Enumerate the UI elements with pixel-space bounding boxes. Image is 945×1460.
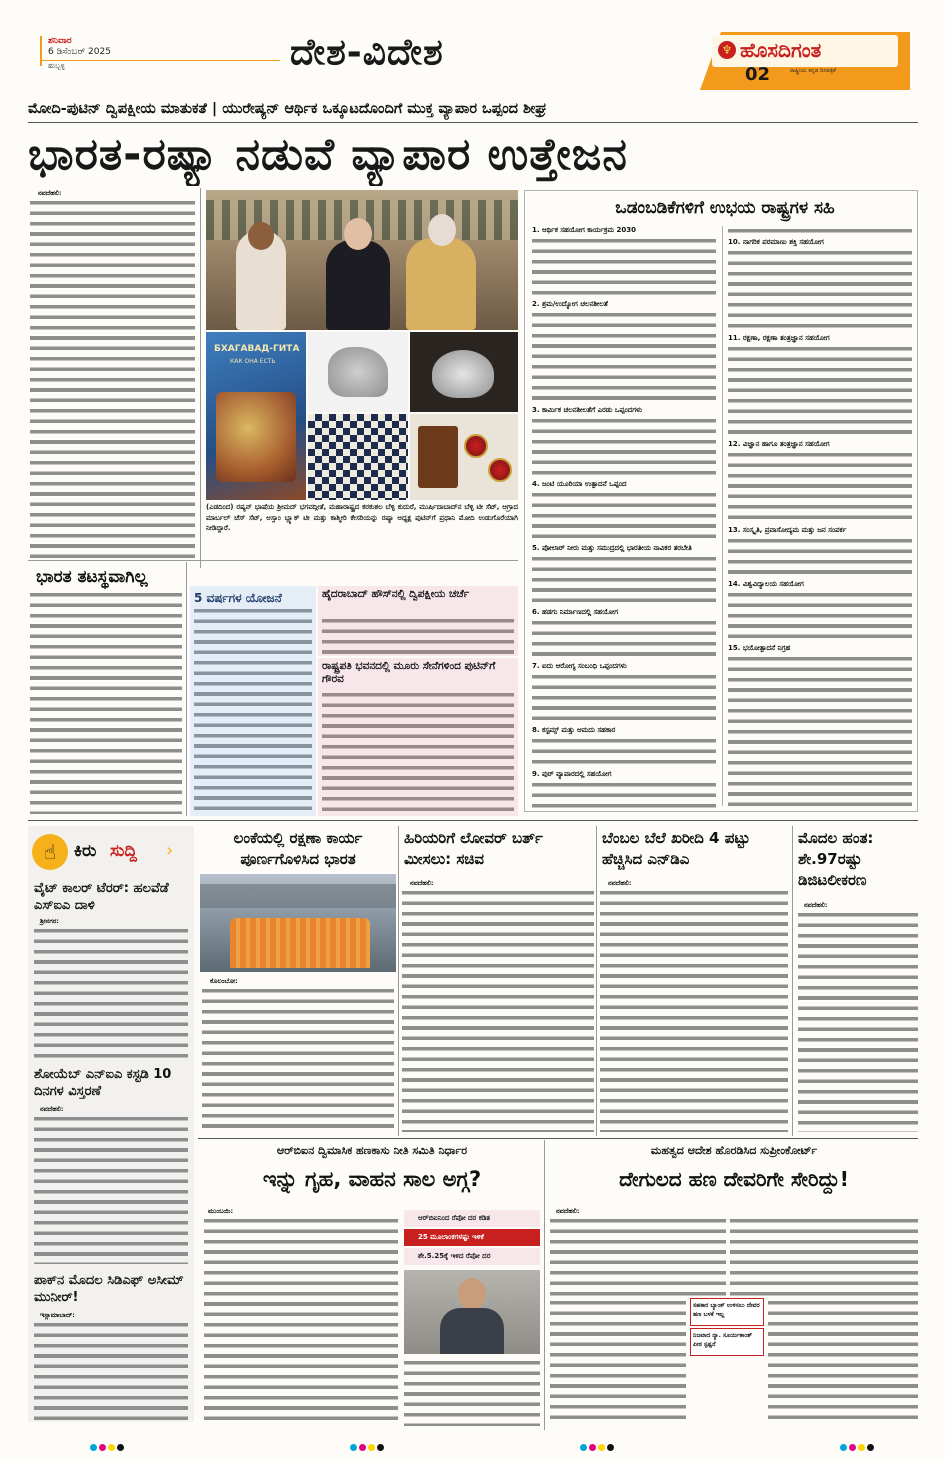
msp-title: ಬೆಂಬಲ ಬೆಲೆ ಖರೀದಿ 4 ಪಟ್ಟು ಹೆಚ್ಚಿಸಿದ ಎನ್‌ಡಿಎ [602, 829, 750, 868]
rashtrapati-body [322, 690, 514, 812]
brand-name: ಹೊಸದಿಗಂತ [740, 38, 822, 62]
chariot-art [216, 392, 296, 482]
lanka-title: ಲಂಕೆಯಲ್ಲಿ ರಕ್ಷಣಾ ಕಾರ್ಯ ಪೂರ್ಣಗೊಳಿಸಿದ ಭಾರತ [233, 829, 363, 868]
rbi-body-right [404, 1358, 540, 1426]
brand-tagline: ರಾಷ್ಟ್ರೀಯ ಕನ್ನಡ ದಿನಪತ್ರಿಕೆ [790, 68, 836, 74]
sc-body-1 [550, 1216, 726, 1296]
agreement-text [532, 736, 716, 768]
leader-face-1 [248, 222, 274, 250]
kicker-rule [28, 122, 918, 123]
five-year-body [194, 606, 312, 812]
rbi-headline: ಇನ್ನು ಗೃಹ, ವಾಹನ ಸಾಲ ಅಗ್ಗ? [262, 1167, 482, 1191]
agreement-text [532, 618, 716, 660]
agreement-text [532, 310, 716, 404]
hand-icon: ☝ [32, 834, 68, 870]
tea-box [418, 426, 458, 488]
digital-dateline: ನವದೆಹಲಿ: [804, 901, 828, 909]
kirusuddi-label-a: ಕಿರು [74, 841, 97, 861]
hyderabad-body [322, 616, 514, 654]
book-title: БХАГАВАД-ГИТА [214, 344, 300, 354]
agreement-text [532, 780, 716, 808]
rashtrapati-title: ರಾಷ್ಟ್ರಪತಿ ಭವನದಲ್ಲಿ ಮೂರು ಸೇನೆಗಳಿಂದ ಪುಟಿನ್‌ಗೆ ಗೌರವ [322, 660, 496, 685]
agreement-item: 9. ಪುರ್ ವ್ಯಾಪಾರದಲ್ಲಿ ಸಹಯೋಗ [532, 770, 612, 778]
five-year-title: 5 ವರ್ಷಗಳ ಯೋಜನೆ [194, 591, 282, 605]
lanka-photo [200, 874, 396, 972]
agreement-text [532, 490, 716, 542]
kirusuddi-dateline-2: ನವದೆಹಲಿ: [40, 1105, 64, 1113]
sc-body-4 [768, 1298, 918, 1426]
gift-chess-set [308, 414, 408, 500]
book-subtitle: КАК ОНА ЕСТЬ [230, 358, 276, 365]
governor-face [458, 1278, 486, 1310]
neutral-title: ಭಾರತ ತಟಸ್ಥವಾಗಿಲ್ಲ [36, 567, 148, 587]
kirusuddi-title-1: ವೈಟ್ ಕಾಲರ್ ಟೆರರ್: ಹಲವೆಡೆ ಎಸ್‌ಐಎ ದಾಳಿ [34, 881, 169, 913]
sc-kicker: ಮಹತ್ವದ ಆದೇಶ ಹೊರಡಿಸಿದ ಸುಪ್ರೀಂಕೋರ್ಟ್ [650, 1144, 818, 1157]
agreement-item: 11. ರಕ್ಷಣಾ, ರಕ್ಷಣಾ ತಂತ್ರಜ್ಞಾನ ಸಹಯೋಗ [728, 334, 830, 342]
lamp-icon: ♆ [718, 41, 736, 59]
chevron-right-icon: › [166, 840, 174, 861]
registration-marks [580, 1436, 616, 1455]
brand-logo-box [712, 35, 898, 67]
agreement-item: 8. ಕಸ್ಟಮ್ಸ್ ಮತ್ತು ಆಮದು ಸಹಕಾರ [532, 726, 616, 734]
agreement-text [532, 554, 716, 606]
lead-kicker: ಮೋದಿ-ಪುಟಿನ್ ದ್ವಿಪಕ್ಷೀಯ ಮಾತುಕತೆ | ಯುರೇಷ್ಯನ್ ಆರ್ಥಿಕ ಒಕ್ಕೂಟದೊಂದಿಗೆ ಮುಕ್ತ ವ್ಯಾಪಾರ ಒಪ್ಪಂದ ಶೀಘ್ರ [28, 101, 547, 117]
agreement-item: 14. ವಿಶ್ವವಿದ್ಯಾಲಯ ಸಹಯೋಗ [728, 580, 804, 588]
digital-body [798, 910, 918, 1132]
agreement-item: 2. ಶ್ರಮ/ಉದ್ಯೋಗ ಚಲನಶೀಲತೆ [532, 300, 608, 308]
rule-1 [200, 188, 201, 568]
agreements-title: ಒಡಂಬಡಿಕೆಗಳಿಗೆ ಉಭಯ ರಾಷ್ಟ್ರಗಳ ಸಹಿ [615, 198, 835, 218]
gift-tea-set [410, 332, 518, 412]
rbi-bullets [404, 1210, 540, 1266]
gift-book [206, 332, 306, 500]
header-day: ಶನಿವಾರ [48, 36, 72, 46]
sc-bullet: ನಿಜವಾದ ನ್ಯಾ. ಸೂರ್ಯಕಾಂತ್ ಪೀಠ ಸ್ಪಷ್ಟನೆ [690, 1328, 764, 1356]
rule-r3-1 [544, 1140, 545, 1430]
leader-face-3 [428, 214, 456, 246]
kirusuddi-title-3: ಪಾಕ್‌ನ ಮೊದಲ ಸಿಡಿಎಫ್ ಅಸೀಮ್ ಮುನೀರ್! [34, 1273, 184, 1305]
lead-body-col [30, 198, 195, 562]
date-block [40, 36, 280, 66]
registration-marks [90, 1436, 126, 1455]
lead-headline: ಭಾರತ-ರಷ್ಯಾ ನಡುವೆ ವ್ಯಾಪಾರ ಉತ್ತೇಜನ [28, 129, 628, 180]
leader-figure-3 [406, 238, 476, 330]
kirusuddi-header [32, 830, 182, 874]
hyderabad-title: ಹೈದರಾಬಾದ್ ಹೌಸ್‌ನಲ್ಲಿ ದ್ವಿಪಕ್ಷೀಯ ಚರ್ಚೆ [322, 588, 470, 600]
gift-tea-saffron [410, 414, 518, 500]
leader-face-2 [344, 218, 372, 250]
agreement-item: 10. ನಾಗರಿಕ ಪರಮಾಣು ಶಕ್ತಿ ಸಹಯೋಗ [728, 238, 824, 246]
kirusuddi-body-1 [34, 926, 188, 1060]
kirusuddi-body-2 [34, 1114, 188, 1264]
agreement-item: 15. ಭಯೋತ್ಪಾದನೆ ನಿಗ್ರಹ [728, 644, 791, 652]
agreement-text [728, 654, 912, 806]
sc-bullets [690, 1298, 764, 1358]
sc-body-2 [550, 1298, 686, 1426]
rbi-bullet: 25 ಮೂಲಾಂಕಗಳಷ್ಟು ಇಳಿಕೆ [404, 1229, 540, 1246]
leader-figure-2 [326, 240, 390, 330]
kirusuddi-label-b: ಸುದ್ದಿ [110, 841, 137, 861]
agreement-item: 7. ಐದು ಆರೋಗ್ಯ ಸಂಬಂಧಿ ಒಪ್ಪಂದಗಳು [532, 662, 627, 670]
rbi-bullet: ಆರ್‌ಬಿಐನಿಂದ ರೆಪೋ ದರ ಕಡಿತ [404, 1210, 540, 1227]
rbi-governor-photo [404, 1270, 540, 1354]
agreement-item: 4. ಜಂಟಿ ಯೂರಿಯಾ ಉತ್ಪಾದನೆ ಒಪ್ಪಂದ [532, 480, 627, 488]
agreement-item: 12. ವಿಜ್ಞಾನ ಹಾಗೂ ತಂತ್ರಜ್ಞಾನ ಸಹಯೋಗ [728, 440, 830, 448]
berth-dateline: ನವದೆಹಲಿ: [410, 879, 434, 887]
kirusuddi-title-2: ಶೋಯೆಬ್ ಎನ್‌ಐಎ ಕಸ್ಟಡಿ 10 ದಿನಗಳ ವಿಸ್ತರಣೆ [34, 1067, 172, 1099]
photo-caption: (ಎಡದಿಂದ) ರಷ್ಯನ್ ಭಾಷೆಯ ಶ್ರೀಮದ್ ಭಗವದ್ಗೀತೆ, ಮಹಾರಾಷ್ಟ್ರದ ಕರಕುಶಲ ಬೆಳ್ಳಿ ಕುದುರೆ, ಮುರ್ಷಿದಾಬಾದ್‌ನ ಬೆಳ್ಳಿ ಟೀ ಸೆಟ್, ಆಗ್ರಾದ ಮಾರ್ಬಲ್ ಚೆಸ್ ಸೆಟ್, ಅಸ್ಸಾಂ ಬ್ಲ್ಯಾಕ್ ಟೀ ಮತ್ತು ಕಾಶ್ಮೀರಿ ಕೇಸರಿಯನ್ನು ರಷ್ಯಾ ಅಧ್ಯಕ್ಷ ಪುಟಿನ್‌ಗೆ ಪ್ರಧಾನಿ ಮೋದಿ ಉಡುಗೊರೆಯಾಗಿ ನೀಡಿದ್ದಾರೆ. [206, 503, 518, 532]
agreement-item: 1. ಆರ್ಥಿಕ ಸಹಯೋಗ ಕಾರ್ಯಕ್ರಮ 2030 [532, 226, 636, 234]
rule-r2-2 [596, 826, 597, 1136]
sc-bullet: ಸಹಕಾರ ಬ್ಯಾಂಕ್ ಉಳಿಸಲು ದೇವರ ಹಣ ಬಳಕೆ ಇಲ್ಲ [690, 1298, 764, 1326]
saffron-jar-1 [464, 434, 488, 458]
msp-dateline: ನವದೆಹಲಿ: [608, 879, 632, 887]
header-date: 6 ಡಿಸೆಂಬರ್ 2025 [48, 47, 111, 57]
berth-title: ಹಿರಿಯರಿಗೆ ಲೋವರ್ ಬರ್ತ್ ಮೀಸಲು: ಸಚಿವ [404, 829, 543, 868]
registration-marks [350, 1436, 386, 1455]
agreement-text [728, 248, 912, 332]
rbi-bullet: ಶೇ.5.25ಕ್ಕೆ ಇಳಿದ ರೆಪೋ ದರ [404, 1248, 540, 1265]
neutral-body [30, 590, 182, 814]
digital-title: ಮೊದಲ ಹಂತ: ಶೇ.97ರಷ್ಟು ಡಿಜಿಟಲೀಕರಣ [798, 829, 874, 889]
sc-body-3 [730, 1216, 918, 1296]
sc-headline: ದೇಗುಲದ ಹಣ ದೇವರಿಗೇ ಸೇರಿದ್ದು! [619, 1167, 849, 1191]
leaders-photo [206, 190, 518, 330]
msp-body [600, 888, 788, 1132]
agreement-item: 13. ಸಂಸ್ಕೃತಿ, ಪ್ರವಾಸೋದ್ಯಮ ಮತ್ತು ಜನ ಸಂಪರ್ಕ [728, 526, 847, 534]
agreement-text [728, 536, 912, 578]
agreement-item: 6. ಹಡಗು ನಿರ್ಮಾಣದಲ್ಲಿ ಸಹಯೋಗ [532, 608, 619, 616]
governor-body [440, 1308, 504, 1354]
page-number: 02 [745, 64, 771, 85]
registration-marks [840, 1436, 876, 1455]
kirusuddi-dateline-3: ಇಸ್ಲಾಮಾಬಾದ್: [40, 1311, 75, 1319]
lanka-dateline: ಕೊಲಂಬೋ: [210, 977, 238, 985]
agreement-text [728, 344, 912, 438]
rbi-kicker: ಆರ್‌ಬಿಐನ ದ್ವಿಮಾಸಿಕ ಹಣಕಾಸು ನೀತಿ ಸಮಿತಿ ನಿರ್ಧಾರ [276, 1144, 468, 1157]
saffron-jar-2 [488, 458, 512, 482]
agreement-text [532, 672, 716, 724]
lanka-body [202, 986, 394, 1132]
agreement-item: 3. ಕಾರ್ಮಿಕ ಚಲನಶೀಲತೆಗೆ ಎರಡು ಒಪ್ಪಂದಗಳು [532, 406, 643, 414]
masthead-rule [40, 60, 280, 61]
horse-shape [328, 347, 388, 397]
agreement-item: 5. ಪೋಲಾರ್ ನೀರು ಮತ್ತು ಸಮುದ್ರದಲ್ಲಿ ಭಾರತೀಯ ನಾವಿಕರ ತರಬೇತಿ [532, 544, 692, 552]
rbi-dateline: ಮುಂಬಯಿ: [208, 1207, 234, 1215]
teapot-shape [432, 350, 494, 398]
agreements-col-a [532, 226, 716, 808]
rule-mid [28, 560, 518, 561]
agreement-text [532, 236, 716, 298]
masthead [0, 0, 945, 96]
rule-2 [186, 562, 187, 816]
agreements-col-b [728, 226, 912, 808]
lead-dateline: ನವದೆಹಲಿ: [38, 189, 62, 197]
section-title: ದೇಶ-ವಿದೇಶ [290, 32, 444, 73]
header-city: ಹುಬ್ಬಳ್ಳಿ [48, 62, 65, 70]
agreement-text [532, 416, 716, 478]
rule-r2-3 [792, 826, 793, 1136]
agreements-col-rule [722, 226, 723, 806]
agreement-text [728, 590, 912, 642]
crew-group [230, 918, 370, 968]
aircraft-shape [200, 884, 396, 908]
berth-body [402, 888, 594, 1132]
agreement-text [728, 450, 912, 524]
rule-r2-1 [398, 826, 399, 1136]
kirusuddi-body-3 [34, 1320, 188, 1420]
rbi-body-left [204, 1216, 398, 1426]
agreement-text [728, 226, 912, 236]
sc-dateline: ನವದೆಹಲಿ: [556, 1207, 580, 1215]
row2-top-rule [28, 820, 918, 821]
kirusuddi-dateline-1: ಶ್ರೀನಗರ: [40, 917, 59, 925]
gift-silver-horse [308, 332, 408, 412]
row3-top-rule [198, 1138, 918, 1139]
